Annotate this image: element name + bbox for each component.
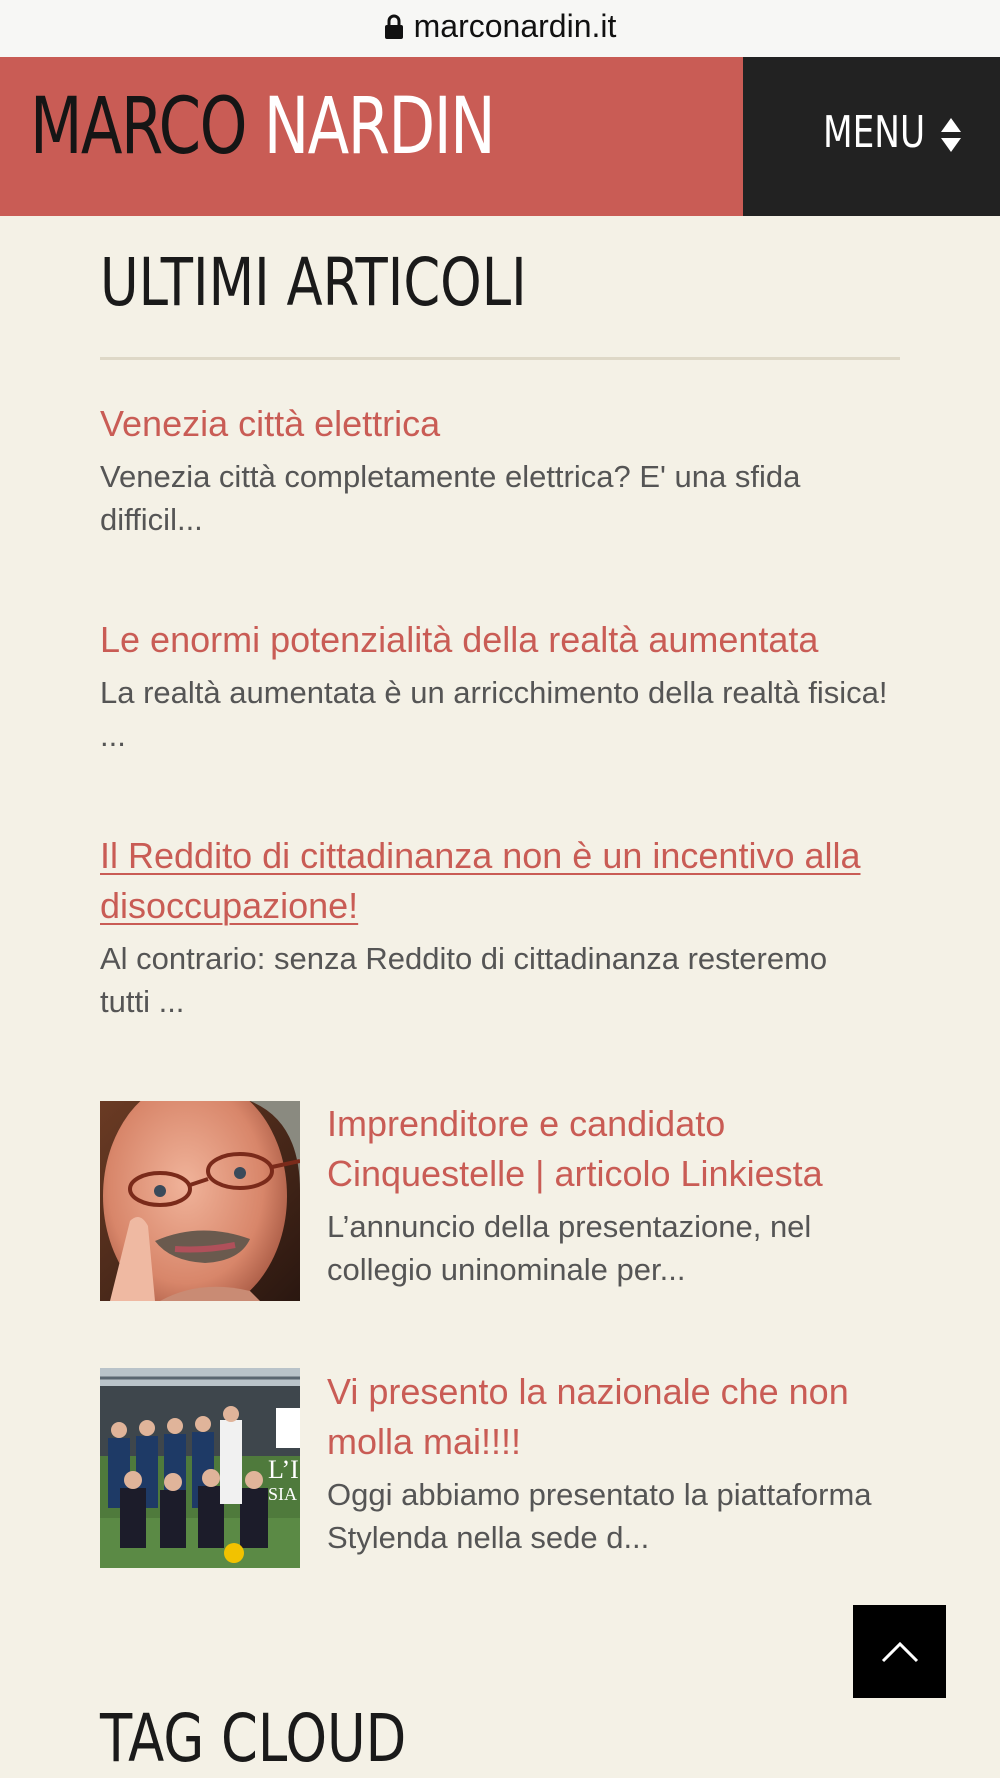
article-excerpt: Venezia città completamente elettrica? E' una sfida difficil...: [100, 459, 801, 537]
article-item: [327, 1099, 900, 1291]
logo-first-name: MARCO: [30, 82, 246, 172]
article-item: [100, 399, 900, 541]
article-excerpt: Al contrario: senza Reddito di cittadinanza resteremo tutti ...: [100, 941, 828, 1019]
portrait-image: [100, 1101, 300, 1301]
site-logo[interactable]: [30, 77, 494, 177]
article-thumbnail-team[interactable]: [100, 1368, 300, 1568]
chevron-up-icon: [881, 1641, 919, 1663]
lock-icon: [384, 14, 404, 40]
article-excerpt: La realtà aumentata è un arricchimento della realtà fisica! ...: [100, 675, 888, 753]
article-title-link[interactable]: Imprenditore e candidato Cinquestelle | articolo Linkiesta: [327, 1103, 823, 1194]
article-title-link[interactable]: Vi presento la nazionale che non molla mai!!!!: [327, 1371, 849, 1462]
article-title-link[interactable]: Le enormi potenzialità della realtà aumentata: [100, 619, 819, 660]
divider: [100, 357, 900, 360]
logo-last-name: NARDIN: [263, 82, 495, 172]
article-excerpt: L’annuncio della presentazione, nel collegio uninominale per...: [327, 1209, 812, 1287]
menu-button[interactable]: [743, 57, 1000, 216]
menu-label: MENU: [823, 107, 926, 158]
article-item: [327, 1367, 900, 1559]
article-item: [100, 831, 880, 1023]
article-title-link[interactable]: Il Reddito di cittadinanza non è un incentivo alla disoccupazione!: [100, 835, 861, 926]
browser-url-bar[interactable]: [0, 0, 1000, 57]
sort-arrows-icon: [940, 117, 962, 153]
back-to-top-button[interactable]: [853, 1605, 946, 1698]
site-header: [0, 57, 1000, 216]
article-title-link[interactable]: Venezia città elettrica: [100, 403, 441, 444]
brand-area: [0, 57, 743, 216]
overlay-text-line1: L’I: [268, 1455, 299, 1484]
article-thumbnail-portrait[interactable]: [100, 1101, 300, 1301]
section-title-tag-cloud: TAG CLOUD: [100, 1700, 407, 1777]
article-excerpt: Oggi abbiamo presentato la piattaforma Stylenda nella sede d...: [327, 1477, 872, 1555]
article-item: [100, 615, 900, 757]
url-text[interactable]: marconardin.it: [413, 8, 617, 44]
overlay-text-line2: SIA: [268, 1484, 298, 1504]
team-photo-image: [100, 1368, 300, 1568]
section-title-latest: ULTIMI ARTICOLI: [100, 244, 527, 321]
